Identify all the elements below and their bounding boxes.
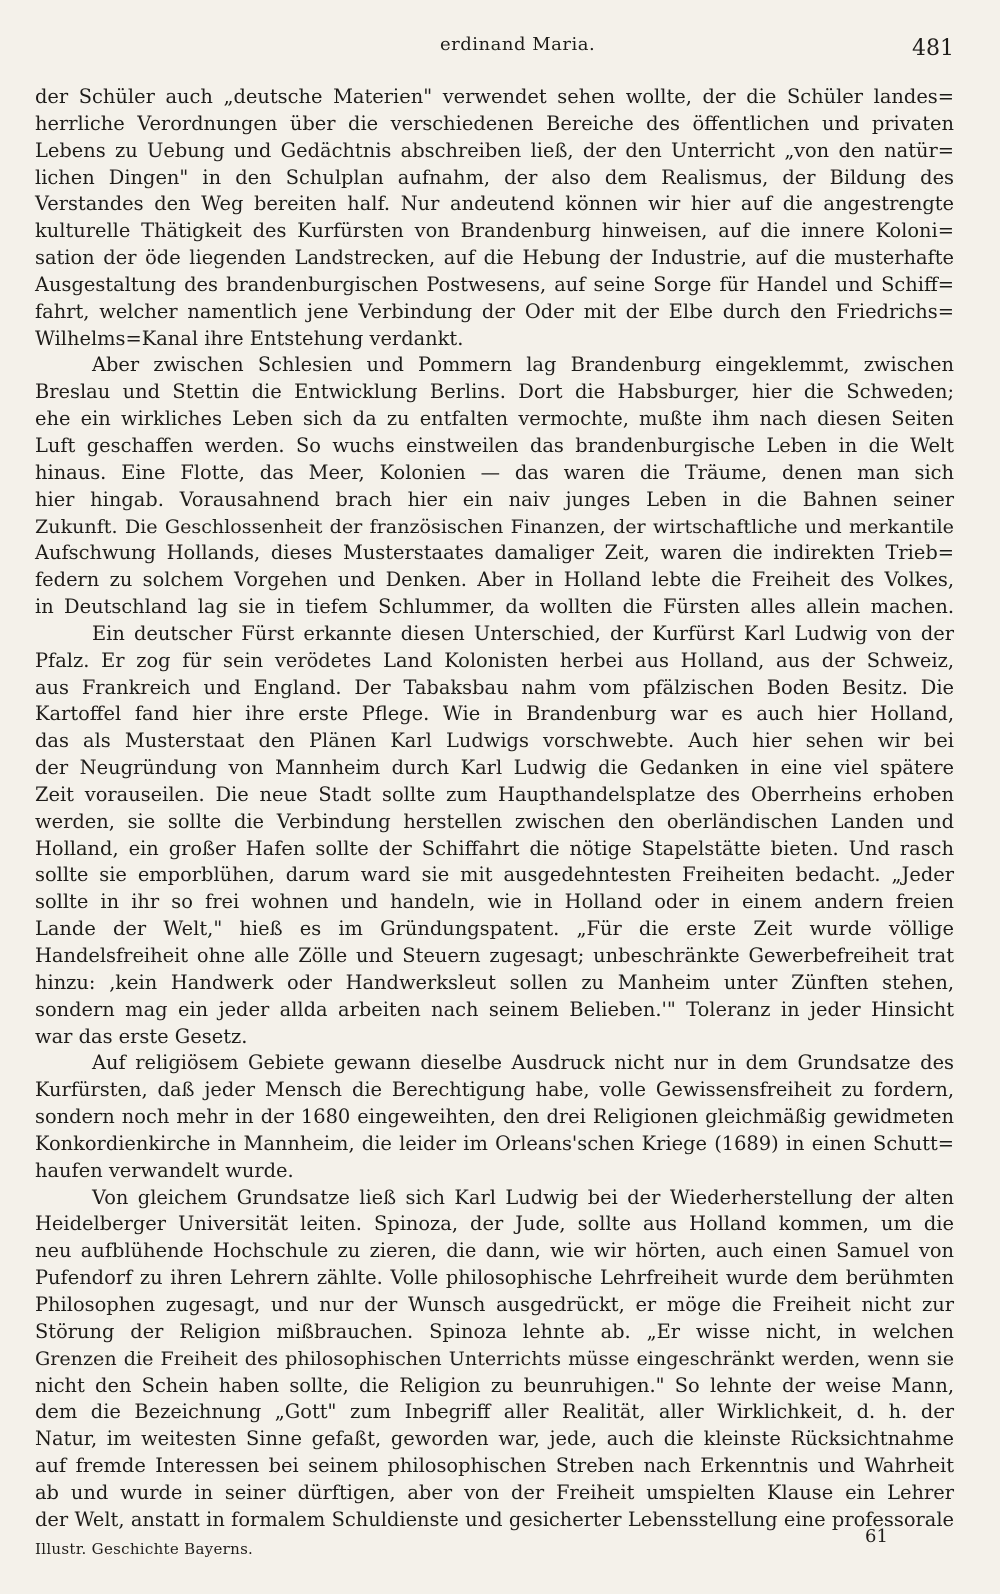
page-footer [0, 1526, 1000, 1566]
text-line: sondern noch mehr in der 1680 eingeweihten, den drei Religionen gleichmäßig gewidmeten [35, 1105, 954, 1129]
signature-mark: 61 [865, 1526, 888, 1547]
running-head [0, 34, 1000, 64]
text-line: Konkordienkirche in Mannheim, die leider im Orleans'schen Kriege (1689) in einen Schutt= [35, 1131, 954, 1155]
text-line: fahrt, welcher namentlich jene Verbindung der Oder mit der Elbe durch den Friedrichs= [35, 299, 954, 323]
text-line: auf fremde Interessen bei seinem philosophischen Streben nach Erkenntnis und Wahrheit [35, 1454, 954, 1478]
text-line: Pufendorf zu ihren Lehrern zählte. Volle philosophische Lehrfreiheit wurde dem berühmten [35, 1266, 954, 1290]
text-line: nicht den Schein haben sollte, die Religion zu beunruhigen." So lehnte der weise Mann, [35, 1373, 954, 1397]
text-line: Philosophen zugesagt, und nur der Wunsch ausgedrückt, er möge die Freiheit nicht zur [35, 1292, 954, 1316]
text-line: herrliche Verordnungen über die verschiedenen Bereiche des öffentlichen und privaten [35, 111, 954, 135]
text-line: der Schüler auch „deutsche Materien" verwendet sehen wollte, der die Schüler landes= [35, 85, 954, 108]
text-line: Ein deutscher Fürst erkannte diesen Unterschied, der Kurfürst Karl Ludwig von der [92, 621, 954, 645]
text-line: hier hingab. Vorausahnend brach hier ein naiv junges Leben in die Bahnen seiner [35, 487, 954, 511]
text-line: Störung der Religion mißbrauchen. Spinoza lehnte ab. „Er wisse nicht, in welchen [35, 1319, 954, 1343]
text-line: Luft geschaffen werden. So wuchs einstweilen das brandenburgische Leben in die Welt [35, 433, 954, 457]
text-line: war das erste Gesetz. [35, 1024, 248, 1048]
text-line: Wilhelms=Kanal ihre Entstehung verdankt. [35, 326, 464, 350]
text-line: Natur, im weitesten Sinne gefaßt, geworden war, jede, auch die kleinste Rücksichtnahme [35, 1427, 954, 1451]
text-line: Von gleichem Grundsatze ließ sich Karl Ludwig bei der Wiederherstellung der alten [92, 1185, 954, 1209]
running-title: erdinand Maria. [440, 34, 596, 55]
text-line: sation der öde liegenden Landstrecken, auf die Hebung der Industrie, auf die musterhafte [35, 246, 954, 270]
text-line: werden, sie sollte die Verbindung herstellen zwischen den oberländischen Landen und [35, 809, 954, 833]
text-line: Auf religiösem Gebiete gewann dieselbe Ausdruck nicht nur in dem Grundsatze des [92, 1051, 954, 1075]
text-line: Zeit vorauseilen. Die neue Stadt sollte zum Haupthandelsplatze des Oberrheins erhoben [35, 782, 954, 806]
text-line: federn zu solchem Vorgehen und Denken. Aber in Holland lebte die Freiheit des Volkes, [35, 568, 954, 592]
text-line: Grenzen die Freiheit des philosophischen Unterrichts müsse eingeschränkt werden, wenn sie [35, 1346, 954, 1370]
footer-source: Illustr. Geschichte Bayerns. [35, 1540, 254, 1558]
text-line: der Welt, anstatt in formalem Schuldienste und gesicherter Lebensstellung eine professorale [35, 1507, 954, 1531]
text-line: Breslau und Stettin die Entwicklung Berlins. Dort die Habsburger, hier die Schweden; [35, 380, 954, 404]
text-line: Kurfürsten, daß jeder Mensch die Berechtigung habe, volle Gewissensfreiheit zu fordern, [35, 1078, 954, 1102]
text-line: hinzu: ‚kein Handwerk oder Handwerksleut sollen zu Manheim unter Zünften stehen, [35, 970, 954, 994]
text-line: Kartoffel fand hier ihre erste Pflege. Wie in Brandenburg war es auch hier Holland, [35, 702, 954, 726]
text-line: sondern mag ein jeder allda arbeiten nach seinem Belieben.'" Toleranz in jeder Hinsicht [35, 997, 954, 1021]
text-line: lichen Dingen" in den Schulplan aufnahm, der also dem Realismus, der Bildung des [35, 165, 954, 189]
text-line: hinaus. Eine Flotte, das Meer, Kolonien — das waren die Träume, denen man sich [35, 460, 954, 484]
text-line: Verstandes den Weg bereiten half. Nur andeutend können wir hier auf die angestrengte [35, 192, 954, 216]
text-line: neu aufblühende Hochschule zu zieren, die dann, wie wir hörten, auch einen Samuel von [35, 1239, 954, 1263]
text-line: kulturelle Thätigkeit des Kurfürsten von Brandenburg hinweisen, auf die innere Koloni= [35, 219, 954, 243]
text-line: Pfalz. Er zog für sein verödetes Land Kolonisten herbei aus Holland, aus der Schweiz, [35, 648, 954, 672]
page-number: 481 [912, 36, 954, 61]
text-line: sollte in ihr so frei wohnen und handeln, wie in Holland oder in einem andern freien [35, 890, 954, 914]
text-line: ehe ein wirkliches Leben sich da zu entfalten vermochte, mußte ihm nach diesen Seiten [35, 407, 954, 431]
text-line: dem die Bezeichnung „Gott" zum Inbegriff aller Realität, aller Wirklichkeit, d. h. der [35, 1400, 954, 1424]
text-line: Lande der Welt," hieß es im Gründungspatent. „Für die erste Zeit wurde völlige [35, 917, 954, 941]
text-line: Handelsfreiheit ohne alle Zölle und Steuern zugesagt; unbeschränkte Gewerbefreiheit trat [35, 944, 954, 967]
text-line: Heidelberger Universität leiten. Spinoza, der Jude, sollte aus Holland kommen, um die [35, 1212, 954, 1236]
text-line: das als Musterstaat den Plänen Karl Ludwigs vorschwebte. Auch hier sehen wir bei [35, 729, 954, 753]
text-line: ab und wurde in seiner dürftigen, aber von der Freiheit umspielten Klause ein Lehrer [35, 1480, 954, 1504]
text-line: aus Frankreich und England. Der Tabaksbau nahm vom pfälzischen Boden Besitz. Die [35, 675, 954, 699]
text-line: in Deutschland lag sie in tiefem Schlummer, da wollten die Fürsten alles allein machen. [35, 595, 954, 619]
text-line: Holland, ein großer Hafen sollte der Schiffahrt die nötige Stapelstätte bieten. Und rasch [35, 836, 954, 860]
text-line: Ausgestaltung des brandenburgischen Postwesens, auf seine Sorge für Handel und Schiff= [35, 272, 954, 296]
text-line: der Neugründung von Mannheim durch Karl Ludwig die Gedanken in eine viel spätere [35, 756, 954, 780]
body-text [35, 84, 954, 1534]
text-line: Aber zwischen Schlesien und Pommern lag Brandenburg eingeklemmt, zwischen [92, 353, 954, 377]
text-line: Lebens zu Uebung und Gedächtnis abschreiben ließ, der den Unterricht „von den natür= [35, 138, 954, 162]
text-line: Aufschwung Hollands, dieses Musterstaates damaliger Zeit, waren die indirekten Trieb= [35, 541, 954, 565]
text-line: Zukunft. Die Geschlossenheit der französischen Finanzen, der wirtschaftliche und merkantile [35, 514, 954, 538]
text-line: haufen verwandelt wurde. [35, 1158, 294, 1182]
text-line: sollte sie emporblühen, darum ward sie mit ausgedehntesten Freiheiten bedacht. „Jeder [35, 863, 954, 887]
